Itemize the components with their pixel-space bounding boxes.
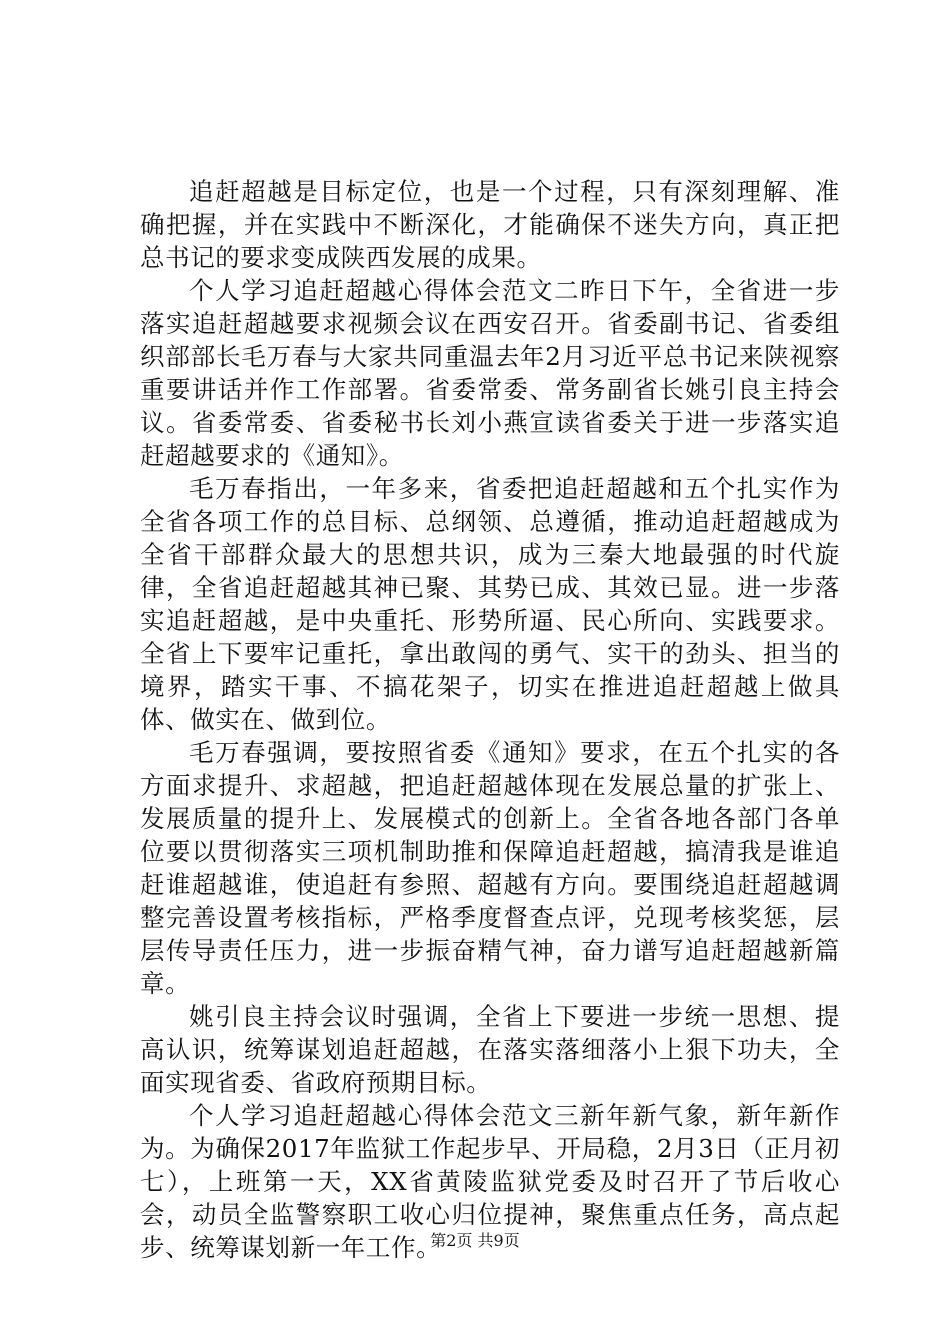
paragraph-1: 追赶超越是目标定位，也是一个过程，只有深刻理解、准确把握，并在实践中不断深化，才能确保不迷失方向，真正把总书记的要求变成陕西发展的成果。 [140, 177, 840, 272]
paragraph-3: 毛万春指出，一年多来，省委把追赶超越和五个扎实作为全省各项工作的总目标、总纲领、总遵循，推动追赶超越成为全省干部群众最大的思想共识，成为三秦大地最强的时代旋律，全省追赶超越其神已聚、其势已成、其效已显。进一步落实追赶超越，是中央重托、形势所逼、民心所向、实践要求。全省上下要牢记重托，拿出敢闯的勇气、实干的劲头、担当的境界，踏实干事、不搞花架子，切实在推进追赶超越上做具体、做实在、做到位。 [140, 474, 840, 734]
paragraph-4: 毛万春强调，要按照省委《通知》要求，在五个扎实的各方面求提升、求超越，把追赶超越体现在发展总量的扩张上、发展质量的提升上、发展模式的创新上。全省各地各部门各单位要以贯彻落实三项机制助推和保障追赶超越，搞清我是谁追赶谁超越谁，使追赶有参照、超越有方向。要围绕追赶超越调整完善设置考核指标，严格季度督查点评，兑现考核奖惩，层层传导责任压力，进一步振奋精气神，奋力谱写追赶超越新篇章。 [140, 738, 840, 998]
body-text [140, 175, 840, 1264]
page-footer: 第2页 共9页 [430, 1231, 520, 1250]
paragraph-2: 个人学习追赶超越心得体会范文二昨日下午，全省进一步落实追赶超越要求视频会议在西安召开。省委副书记、省委组织部部长毛万春与大家共同重温去年2月习近平总书记来陕视察重要讲话并作工作部署。省委常委、常务副省长姚引良主持会议。省委常委、省委秘书长刘小燕宣读省委关于进一步落实追赶超越要求的《通知》。 [140, 276, 840, 470]
paragraph-5: 姚引良主持会议时强调，全省上下要进一步统一思想、提高认识，统筹谋划追赶超越，在落实落细落小上狠下功夫，全面实现省委、省政府预期目标。 [140, 1002, 840, 1097]
paragraph-6: 个人学习追赶超越心得体会范文三新年新气象，新年新作为。为确保2017年监狱工作起步早、开局稳，2月3日（正月初七），上班第一天，XX省黄陵监狱党委及时召开了节后收心会，动员全监警察职工收心归位提神，聚焦重点任务，高点起步、统筹谋划新一年工作。 [140, 1101, 840, 1262]
